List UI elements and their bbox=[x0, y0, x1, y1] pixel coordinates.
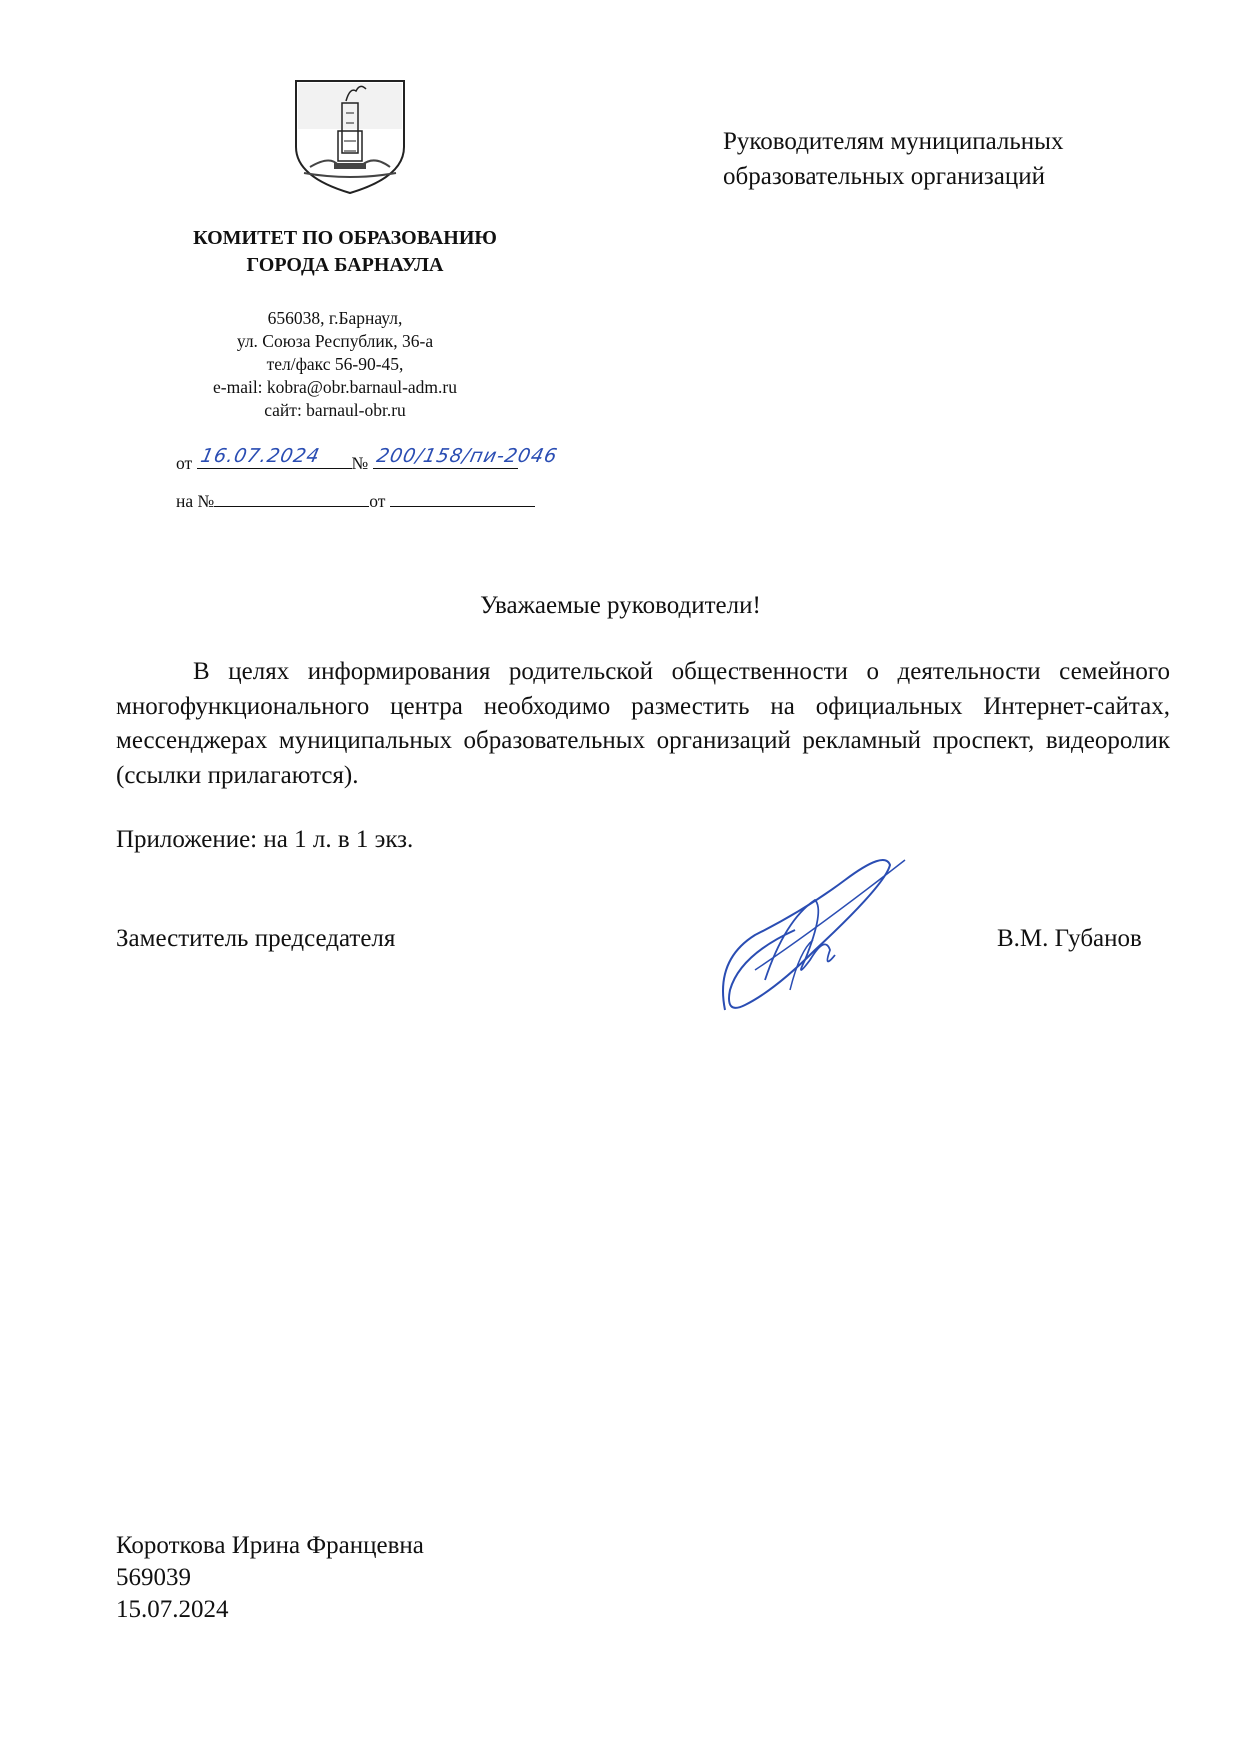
address-line-1: 656038, г.Барнаул, bbox=[267, 308, 403, 328]
website-line: сайт: barnaul-obr.ru bbox=[264, 400, 406, 420]
phone-line: тел/факс 56-90-45, bbox=[266, 354, 404, 374]
from-label: от bbox=[176, 453, 193, 473]
organization-line-1: КОМИТЕТ ПО ОБРАЗОВАНИЮ bbox=[193, 227, 497, 249]
organization-line-2: ГОРОДА БАРНАУЛА bbox=[246, 254, 444, 276]
reply-number-field bbox=[214, 488, 369, 507]
registration-line bbox=[176, 445, 560, 474]
executor-date: 15.07.2024 bbox=[116, 1596, 229, 1623]
signature-icon bbox=[695, 840, 915, 1030]
date-field bbox=[197, 445, 352, 469]
executor-phone: 569039 bbox=[116, 1564, 191, 1591]
address-line-2: ул. Союза Республик, 36-а bbox=[236, 331, 434, 351]
executor-name: Короткова Ирина Францевна bbox=[116, 1532, 424, 1559]
address-block bbox=[135, 307, 535, 422]
addressee-line-1: Руководителям муниципальных bbox=[723, 128, 1064, 155]
reply-to-label: на № bbox=[176, 491, 215, 511]
signer-title: Заместитель председателя bbox=[116, 925, 396, 952]
number-field bbox=[373, 445, 560, 469]
number-label: № bbox=[351, 453, 369, 473]
reply-line bbox=[176, 488, 535, 512]
addressee bbox=[723, 124, 1063, 194]
number-handwritten: 200/158/пи-2046 bbox=[374, 445, 560, 467]
reply-date-field bbox=[390, 488, 535, 507]
organization-name bbox=[135, 225, 555, 279]
executor-block bbox=[116, 1530, 424, 1626]
email-line: e-mail: kobra@obr.barnaul-adm.ru bbox=[212, 377, 458, 397]
addressee-line-2: образовательных организаций bbox=[723, 163, 1046, 190]
coat-of-arms-icon bbox=[290, 77, 410, 197]
reply-from-label: от bbox=[369, 491, 386, 511]
date-handwritten: 16.07.2024 bbox=[198, 445, 322, 467]
body-paragraph: В целях информирования родительской общественности о деятельности семейного многофункционального центра необходимо разместить на официальных Интернет-сайтах, мессенджерах муниципальных образовательных организаций рекламный проспект, видеоролик (ссылки прилагаются). bbox=[116, 658, 1170, 789]
signer-name: В.М. Губанов bbox=[997, 925, 1142, 952]
greeting: Уважаемые руководители! bbox=[480, 592, 761, 619]
appendix-note: Приложение: на 1 л. в 1 экз. bbox=[116, 826, 414, 853]
